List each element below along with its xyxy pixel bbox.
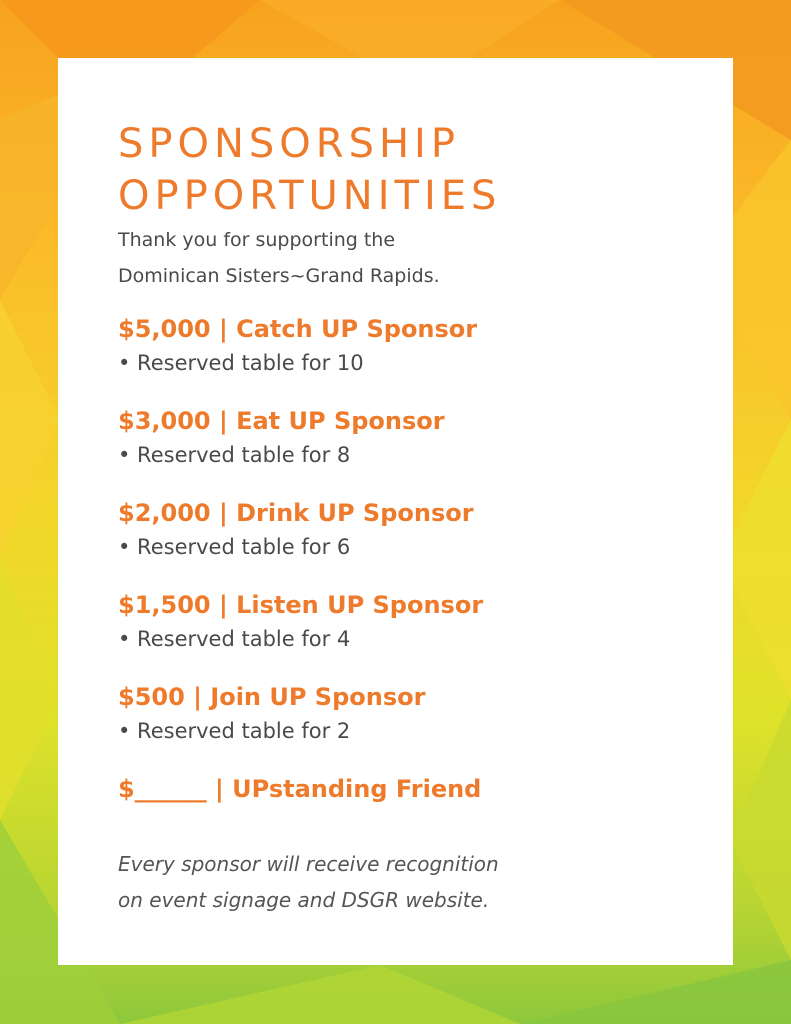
intro-line-1: Thank you for supporting the <box>118 229 396 251</box>
tier-heading: $2,000 | Drink UP Sponsor <box>118 499 474 527</box>
tier-benefit: • Reserved table for 4 <box>118 627 351 651</box>
footer-line-2: on event signage and DSGR website. <box>118 888 490 912</box>
footer-line-1: Every sponsor will receive recognition <box>118 852 499 876</box>
tier-upstanding-friend <box>118 774 718 804</box>
recognition-note <box>118 846 698 918</box>
sponsorship-card <box>58 58 733 965</box>
tier-catch-up <box>118 314 718 378</box>
title-line-2: OPPORTUNITIES <box>118 173 502 219</box>
tier-heading: $5,000 | Catch UP Sponsor <box>118 315 478 343</box>
tier-listen-up <box>118 590 718 654</box>
intro-line-2: Dominican Sisters~Grand Rapids. <box>118 265 440 287</box>
tier-heading: $500 | Join UP Sponsor <box>118 683 426 711</box>
title-line-1: SPONSORSHIP <box>118 121 460 167</box>
intro-text <box>118 222 678 294</box>
tier-heading: $1,500 | Listen UP Sponsor <box>118 591 484 619</box>
tier-join-up <box>118 682 718 746</box>
tier-benefit: • Reserved table for 10 <box>118 351 364 375</box>
tier-heading: $______ | UPstanding Friend <box>118 775 482 803</box>
page-title <box>118 118 501 222</box>
tier-benefit: • Reserved table for 8 <box>118 443 351 467</box>
tier-eat-up <box>118 406 718 470</box>
tier-heading: $3,000 | Eat UP Sponsor <box>118 407 445 435</box>
tier-benefit: • Reserved table for 2 <box>118 719 351 743</box>
tier-drink-up <box>118 498 718 562</box>
tier-benefit: • Reserved table for 6 <box>118 535 351 559</box>
